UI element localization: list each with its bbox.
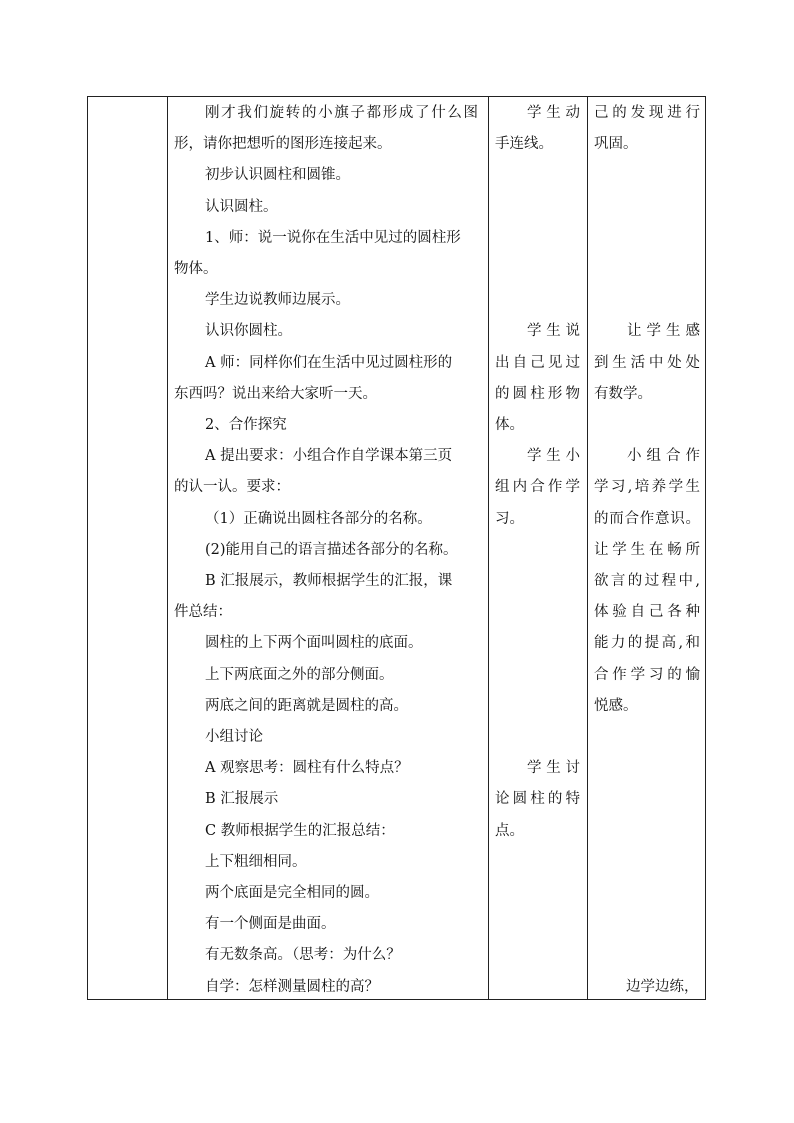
- content-line: 两个底面是完全相同的圆。: [205, 885, 379, 901]
- content-line: 小组讨论: [205, 729, 263, 745]
- content-line: 圆柱的上下两个面叫圆柱的底面。: [205, 635, 423, 651]
- student-line: 手连线。: [495, 136, 553, 152]
- lesson-table: [87, 96, 706, 1000]
- content-line: 东西吗？说出来给大家听一天。: [174, 386, 377, 402]
- content-line: A 观察思考：圆柱有什么特点？: [205, 760, 409, 776]
- student-line: 体。: [495, 417, 524, 433]
- intent-line: 让 学 生 感: [627, 323, 700, 339]
- student-line: 学 生 动: [527, 105, 580, 121]
- student-line: 的 圆 柱 形 物: [495, 386, 580, 402]
- content-line: 上下粗细相同。: [205, 854, 307, 870]
- content-line: 有一个侧面是曲面。: [205, 916, 336, 932]
- content-line: 的认一认。要求：: [174, 479, 290, 495]
- intent-line: 己 的 发 现 进 行: [594, 105, 700, 121]
- intent-line: 学 习 , 培 养 学 生: [594, 479, 700, 495]
- student-line: 出 自 己 见 过: [495, 355, 580, 371]
- column-divider: [488, 97, 489, 999]
- intent-line: 有数学。: [594, 386, 652, 402]
- content-line: 认识圆柱。: [205, 199, 278, 215]
- intent-line: 小 组 合 作: [627, 448, 700, 464]
- content-line: 上下两底面之外的部分侧面。: [205, 667, 394, 683]
- student-line: 组 内 合 作 学: [495, 479, 580, 495]
- content-line: 认识你圆柱。: [205, 323, 292, 339]
- content-line: （1）正确说出圆柱各部分的名称。: [205, 511, 432, 527]
- content-line: A 师：同样你们在生活中见过圆柱形的: [205, 355, 453, 371]
- content-line: 学生边说教师边展示。: [205, 292, 350, 308]
- column-divider: [167, 97, 168, 999]
- content-line: 有无数条高。（思考：为什么？: [205, 947, 401, 963]
- content-line: A 提出要求：小组合作自学课本第三页: [205, 448, 453, 464]
- intent-line: 的 而 合 作 意 识 。: [594, 511, 700, 527]
- content-line: 物体。: [174, 261, 218, 277]
- student-line: 论 圆 柱 的 特: [495, 791, 580, 807]
- student-line: 学 生 说: [527, 323, 580, 339]
- content-line: 刚 才 我 们 旋 转 的 小 旗 子 都 形 成 了 什 么 图: [205, 105, 478, 121]
- content-line: 初步认识圆柱和圆锥。: [205, 167, 350, 183]
- student-line: 点。: [495, 823, 524, 839]
- student-line: 学 生 小: [527, 448, 580, 464]
- content-line: 件总结：: [174, 604, 232, 620]
- content-line: 形，请你把想听的图形连接起来。: [174, 136, 392, 152]
- intent-line: 体 验 自 己 各 种: [594, 604, 700, 620]
- student-line: 学 生 讨: [527, 760, 580, 776]
- intent-line: 悦感。: [594, 698, 638, 714]
- intent-line: 欲 言 的 过 程 中 ,: [594, 573, 700, 589]
- intent-line: 能 力 的 提 高 , 和: [594, 635, 700, 651]
- column-divider: [587, 97, 588, 999]
- content-line: B 汇报展示: [205, 791, 279, 807]
- intent-line: 合 作 学 习 的 愉: [594, 667, 700, 683]
- student-line: 习。: [495, 511, 524, 527]
- intent-line: 巩固。: [594, 136, 638, 152]
- content-line: B 汇报展示，教师根据学生的汇报，课: [205, 573, 453, 589]
- intent-line: 让 学 生 在 畅 所: [594, 542, 700, 558]
- content-line: 1、师：说一说你在生活中见过的圆柱形: [205, 230, 461, 246]
- content-line: 自学：怎样测量圆柱的高？: [205, 979, 379, 995]
- intent-line: 边学边练，: [626, 979, 699, 995]
- content-line: 两底之间的距离就是圆柱的高。: [205, 698, 408, 714]
- intent-line: 到 生 活 中 处 处: [594, 355, 700, 371]
- content-line: 2、合作探究: [205, 417, 287, 433]
- content-line: (2)能用自己的语言描述各部分的名称。: [205, 542, 458, 558]
- content-line: C 教师根据学生的汇报总结：: [205, 823, 395, 839]
